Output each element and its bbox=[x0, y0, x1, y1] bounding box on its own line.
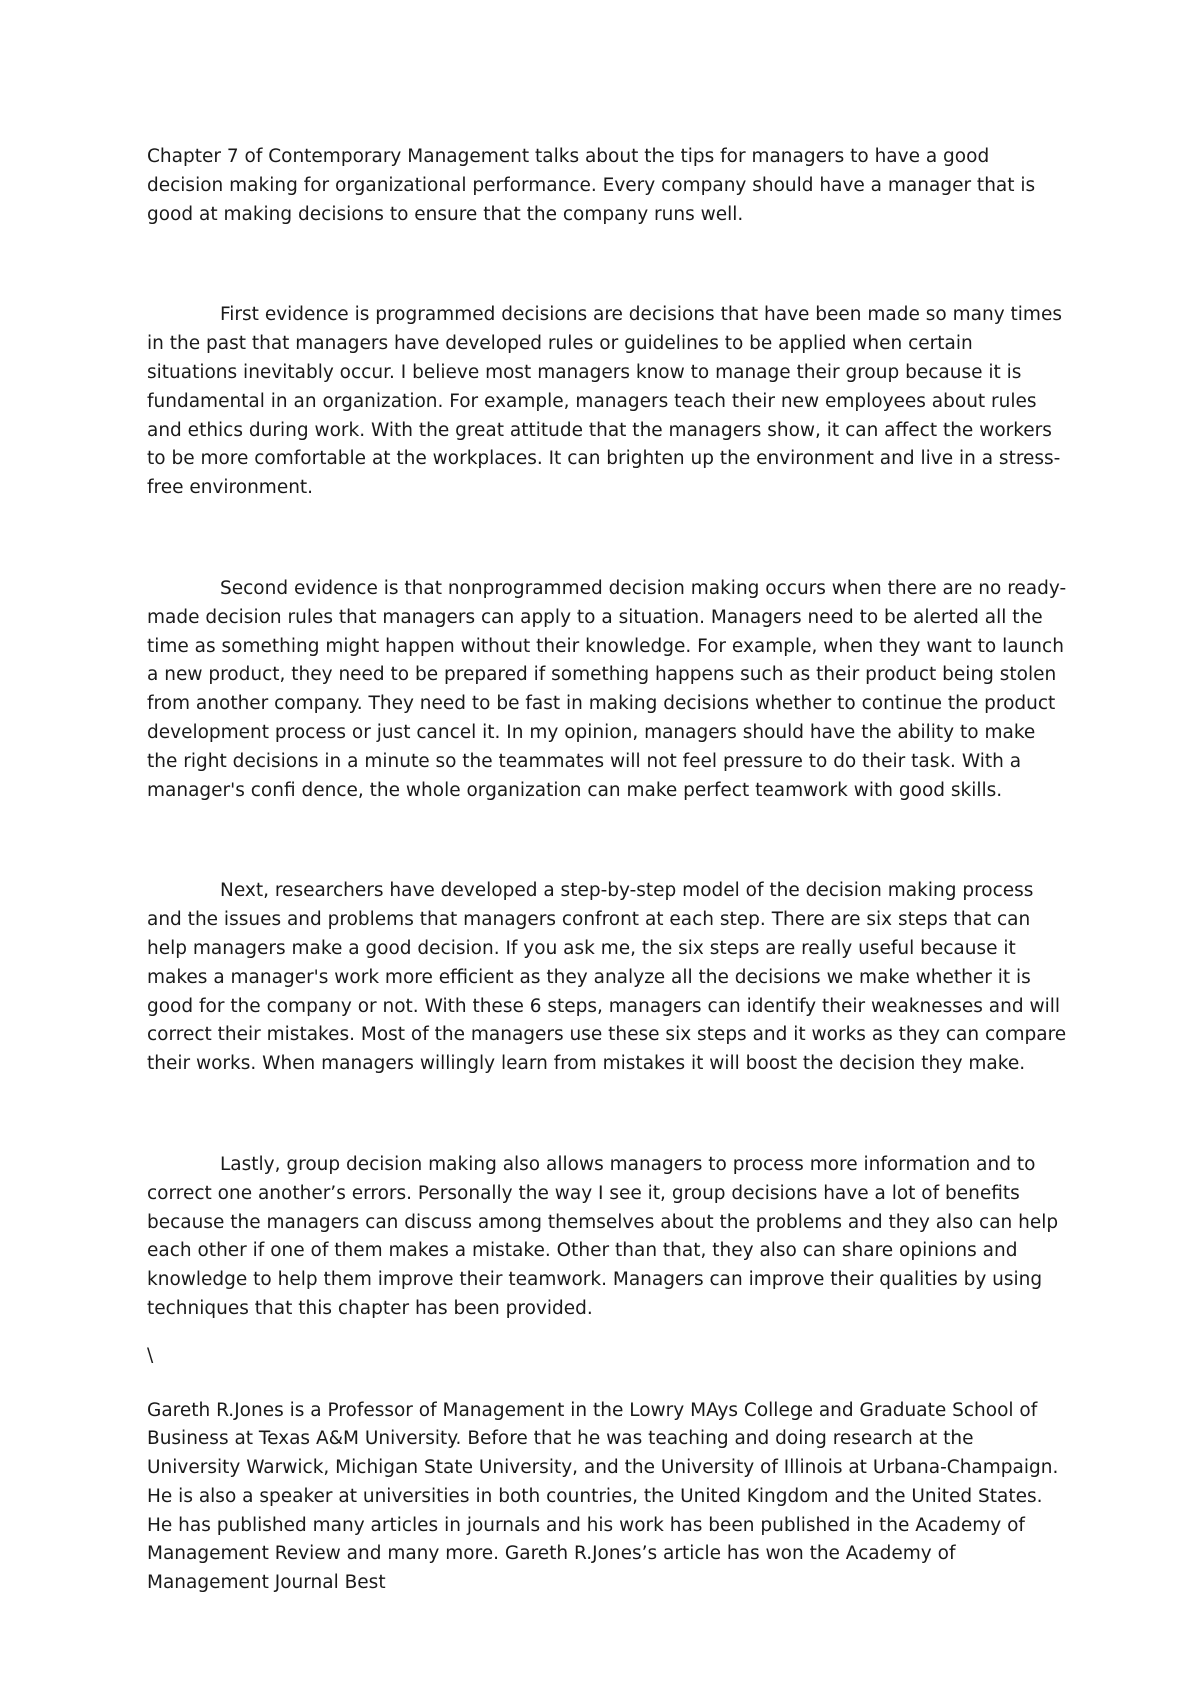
nonprogrammed-decisions-paragraph: Second evidence is that nonprogrammed decision making occurs when there are no ready-made decision rules that managers can apply to a situation. Managers need to be alerted all the time as something might happen without their knowledge. For example, when they want to launch a new product, they need to be prepared if something happens such as their product being stolen from another company. They need to be fast in making decisions whether to continue the product development process or just cancel it. In my opinion, managers should have the ability to make the right decisions in a minute so the teammates will not feel pressure to do their task. With a manager's confi dence, the whole organization can make perfect teamwork with good skills. bbox=[147, 577, 1067, 801]
stray-backslash: \ bbox=[147, 1344, 154, 1366]
decision-model-paragraph: Next, researchers have developed a step-by-step model of the decision making process and the issues and problems that managers confront at each step. There are six steps that can help managers make a good decision. If you ask me, the six steps are really useful because it makes a manager's work more efficient as they analyze all the decisions we make whether it is good for the company or not. With these 6 steps, managers can identify their weaknesses and will correct their mistakes. Most of the managers use these six steps and it works as they can compare their works. When managers willingly learn from mistakes it will boost the decision they make. bbox=[147, 880, 1067, 1075]
intro-paragraph: Chapter 7 of Contemporary Management talks about the tips for managers to have a good decision making for organizational performance. Every company should have a manager that is good at making decisions to ensure that the company runs well. bbox=[147, 146, 1036, 225]
document-page bbox=[147, 143, 1067, 1598]
programmed-decisions-paragraph: First evidence is programmed decisions are decisions that have been made so many times in the past that managers have developed rules or guidelines to be applied when certain situations inevitably occur. I believe most managers know to manage their group because it is fundamental in an organization. For example, managers teach their new employees about rules and ethics during work. With the great attitude that the managers show, it can affect the workers to be more comfortable at the workplaces. It can brighten up the environment and live in a stress-free environment. bbox=[147, 304, 1062, 499]
group-decision-paragraph: Lastly, group decision making also allows managers to process more information and to correct one another’s errors. Personally the way I see it, group decisions have a lot of benefits because the managers can discuss among themselves about the problems and they also can help each other if one of them makes a mistake. Other than that, they also can share opinions and knowledge to help them improve their teamwork. Managers can improve their qualities by using techniques that this chapter has been provided. bbox=[147, 1153, 1059, 1319]
author-bio-paragraph: Gareth R.Jones is a Professor of Management in the Lowry MAys College and Graduate School of Business at Texas A&M University. Before that he was teaching and doing research at the University Warwick, Michigan State University, and the University of Illinois at Urbana-Champaign. He is also a speaker at universities in both countries, the United Kingdom and the United States. He has published many articles in journals and his work has been published in the Academy of Management Review and many more. Gareth R.Jones’s article has won the Academy of Management Journal Best bbox=[147, 1399, 1059, 1594]
